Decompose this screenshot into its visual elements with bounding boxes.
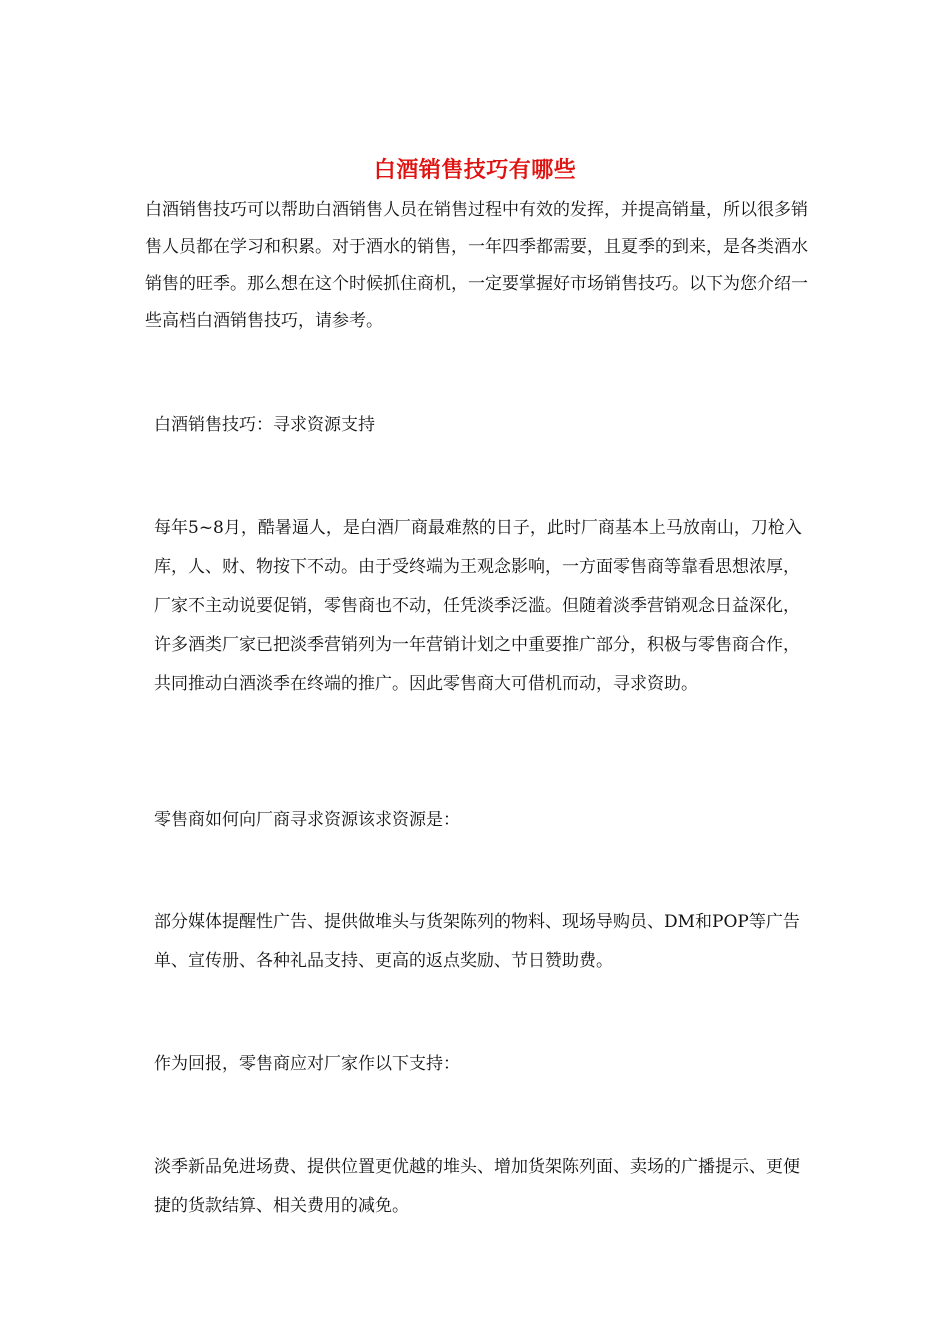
resources-paragraph: 部分媒体提醒性广告、提供做堆头与货架陈列的物料、现场导购员、DM和POP等广告单、宣传册、各种礼品支持、更高的返点奖励、节日赞助费。: [154, 912, 800, 971]
page-title: 白酒销售技巧有哪些: [373, 157, 577, 183]
body-paragraph: 每年5~8月，酷暑逼人，是白酒厂商最难熬的日子，此时厂商基本上马放南山，刀枪入库，人、财、物按下不动。由于受终端为王观念影响，一方面零售商等靠看思想浓厚，厂家不主动说要促销，零售商也不动，任凭淡季泛滥。但随着淡季营销观念日益深化，许多酒类厂家已把淡季营销列为一年营销计划之中重要推广部分，积极与零售商合作，共同推动白酒淡季在终端的推广。因此零售商大可借机而动，寻求资助。: [154, 518, 802, 694]
section-heading: 白酒销售技巧：寻求资源支持: [154, 415, 375, 435]
support-list-paragraph: 淡季新品免进场费、提供位置更优越的堆头、增加货架陈列面、卖场的广播提示、更便捷的货款结算、相关费用的减免。: [154, 1157, 800, 1216]
support-heading-paragraph: 作为回报，零售商应对厂家作以下支持：: [154, 1054, 460, 1074]
question-paragraph: 零售商如何向厂商寻求资源该求资源是：: [154, 810, 460, 830]
intro-paragraph: 白酒销售技巧可以帮助白酒销售人员在销售过程中有效的发挥，并提高销量，所以很多销售人员都在学习和积累。对于酒水的销售，一年四季都需要，且夏季的到来，是各类酒水销售的旺季。那么想在这个时候抓住商机，一定要掌握好市场销售技巧。以下为您介绍一些高档白酒销售技巧，请参考。: [145, 200, 808, 331]
